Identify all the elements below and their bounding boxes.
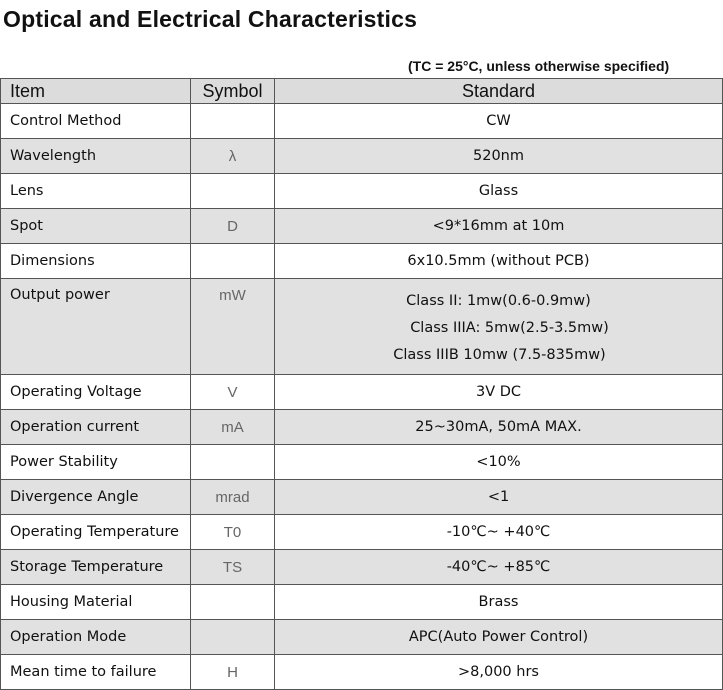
standard-cell: <10%: [275, 445, 723, 480]
standard-cell: [275, 279, 723, 375]
item-cell: Spot: [1, 209, 191, 244]
standard-cell: -40℃~ +85℃: [275, 550, 723, 585]
table-row: [1, 515, 723, 550]
symbol-cell: [191, 620, 275, 655]
table-header-row: [1, 79, 723, 104]
item-cell: Housing Material: [1, 585, 191, 620]
standard-cell: APC(Auto Power Control): [275, 620, 723, 655]
standard-line: Class II: 1mw(0.6-0.9mw): [406, 293, 591, 309]
standard-cell: <1: [275, 480, 723, 515]
symbol-cell: D: [191, 209, 275, 244]
symbol-cell: H: [191, 655, 275, 690]
item-cell: Storage Temperature: [1, 550, 191, 585]
column-header-standard: Standard: [275, 79, 723, 104]
standard-cell: 520nm: [275, 139, 723, 174]
standard-line: Class IIIB 10mw (7.5-835mw): [393, 347, 606, 363]
standard-cell: Brass: [275, 585, 723, 620]
standard-cell: -10℃~ +40℃: [275, 515, 723, 550]
item-cell: Wavelength: [1, 139, 191, 174]
condition-note: (TC = 25°C, unless otherwise specified): [408, 58, 670, 74]
standard-cell: 3V DC: [275, 375, 723, 410]
table-row: [1, 279, 723, 375]
standard-cell: Glass: [275, 174, 723, 209]
symbol-cell: [191, 104, 275, 139]
item-cell: Lens: [1, 174, 191, 209]
item-cell: Mean time to failure: [1, 655, 191, 690]
standard-cell: >8,000 hrs: [275, 655, 723, 690]
table-row: [1, 410, 723, 445]
table-row: [1, 585, 723, 620]
table-row: [1, 550, 723, 585]
table-row: [1, 655, 723, 690]
symbol-cell: V: [191, 375, 275, 410]
column-header-item: Item: [1, 79, 191, 104]
table-row: [1, 375, 723, 410]
item-cell: Operation Mode: [1, 620, 191, 655]
standard-cell: <9*16mm at 10m: [275, 209, 723, 244]
symbol-cell: [191, 174, 275, 209]
table-row: [1, 104, 723, 139]
table-row: [1, 174, 723, 209]
item-cell: Operating Voltage: [1, 375, 191, 410]
table-row: [1, 209, 723, 244]
table-row: [1, 139, 723, 174]
symbol-cell: λ: [191, 139, 275, 174]
standard-cell: 25~30mA, 50mA MAX.: [275, 410, 723, 445]
characteristics-table: [0, 78, 723, 690]
column-header-symbol: Symbol: [191, 79, 275, 104]
table-row: [1, 480, 723, 515]
item-cell: Operating Temperature: [1, 515, 191, 550]
symbol-cell: [191, 585, 275, 620]
symbol-cell: TS: [191, 550, 275, 585]
standard-cell: CW: [275, 104, 723, 139]
symbol-cell: mrad: [191, 480, 275, 515]
page-title: Optical and Electrical Characteristics: [3, 6, 418, 32]
item-cell: Divergence Angle: [1, 480, 191, 515]
table-row: [1, 620, 723, 655]
item-cell: Power Stability: [1, 445, 191, 480]
item-cell: Dimensions: [1, 244, 191, 279]
item-cell: Output power: [1, 279, 191, 375]
standard-line: Class IIIA: 5mw(2.5-3.5mw): [410, 320, 609, 336]
table-row: [1, 445, 723, 480]
symbol-cell: T0: [191, 515, 275, 550]
symbol-cell: mA: [191, 410, 275, 445]
item-cell: Operation current: [1, 410, 191, 445]
symbol-cell: [191, 244, 275, 279]
table-row: [1, 244, 723, 279]
item-cell: Control Method: [1, 104, 191, 139]
symbol-cell: [191, 445, 275, 480]
symbol-cell: mW: [191, 279, 275, 375]
standard-cell: 6x10.5mm (without PCB): [275, 244, 723, 279]
